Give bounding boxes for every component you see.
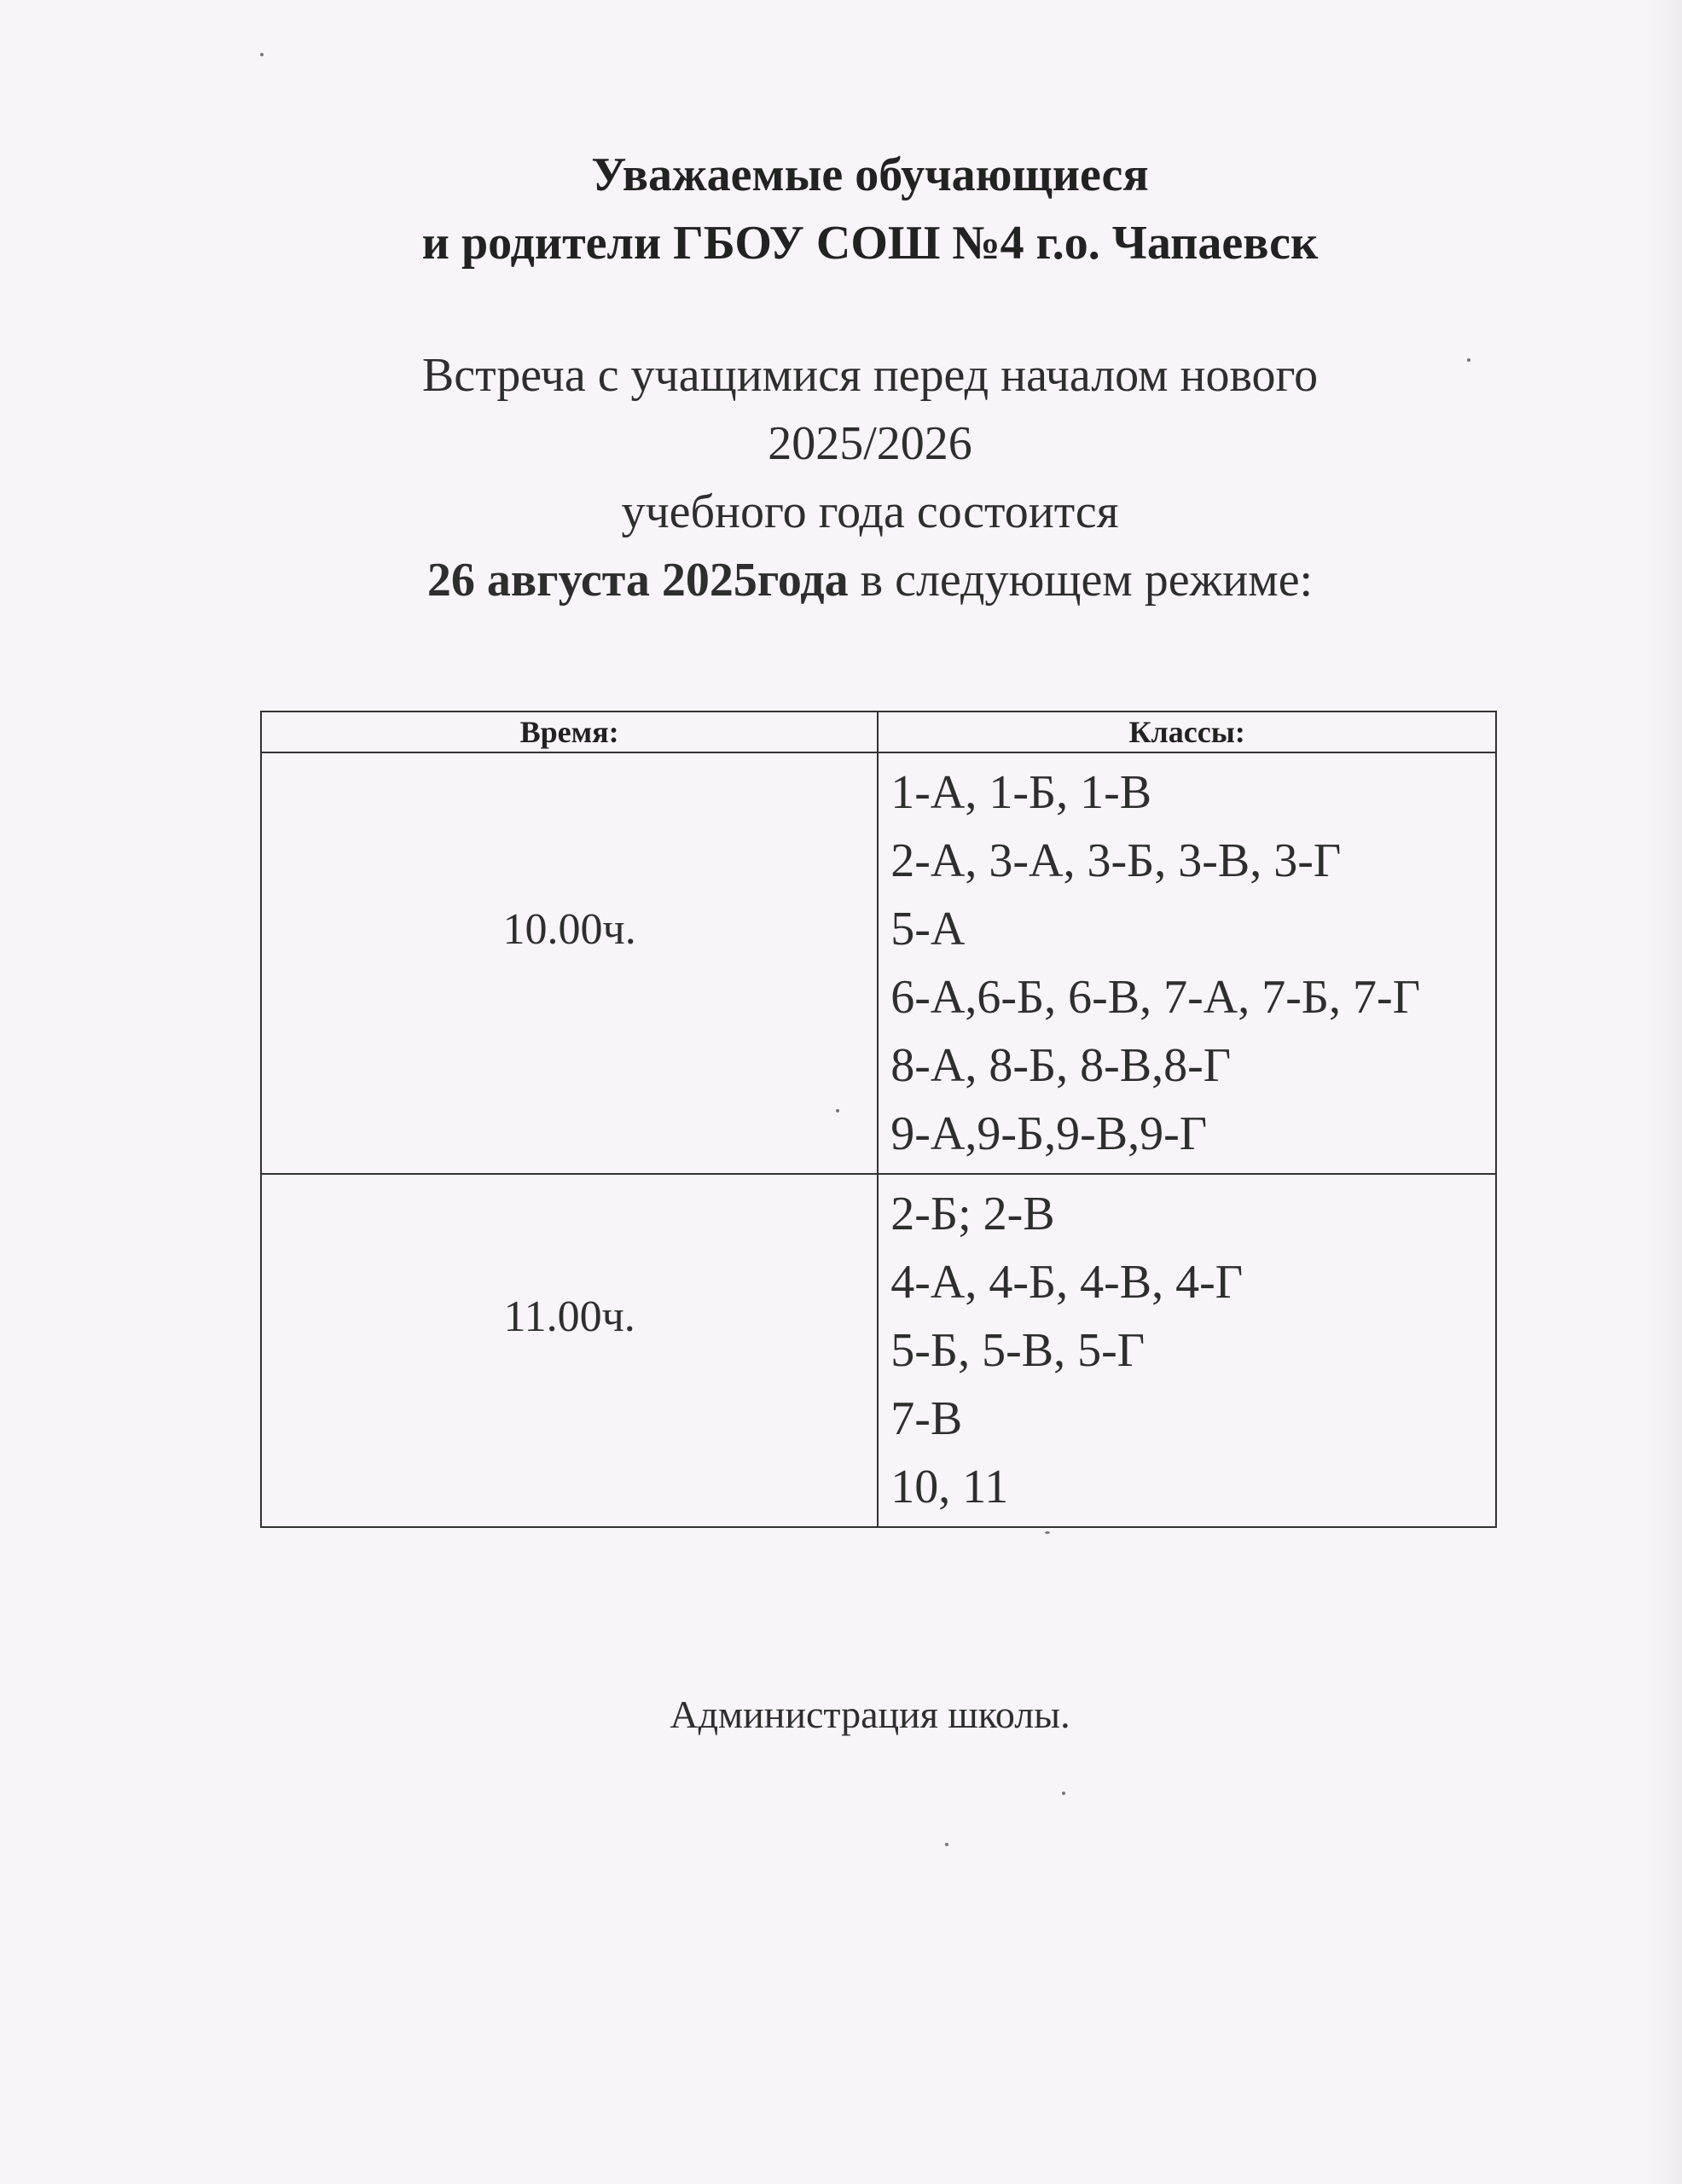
header-time: Время: [261,712,878,752]
class-line: 4-А, 4-Б, 4-В, 4-Г [890,1256,1244,1309]
scan-speck [1045,1531,1050,1534]
scan-speck [945,1843,948,1846]
time-value: 10.00ч. [502,904,636,954]
class-line: 7-В [890,1392,963,1445]
class-line: 10, 11 [890,1461,1009,1513]
time-cell [261,1174,878,1527]
table-row [261,1174,1496,1527]
intro-line-4 [0,546,1682,614]
class-line: 1-А, 1-Б, 1-В [890,766,1152,819]
class-line: 6-А,6-Б, 6-В, 7-А, 7-Б, 7-Г [890,971,1421,1024]
class-line: 2-А, 3-А, 3-Б, 3-В, 3-Г [890,834,1342,887]
header-classes: Классы: [878,712,1496,752]
scan-speck [836,1109,839,1112]
intro-line-4-rest: в следующем режиме: [848,554,1314,607]
class-line: 2-Б; 2-В [890,1188,1055,1240]
class-line: 5-А [890,903,966,956]
table-header-row [261,712,1496,752]
intro-line-1: Встреча с учащимися перед началом нового [421,349,1319,402]
scan-speck [260,53,264,56]
heading-line-1: Уважаемые обучающиеся [591,148,1149,201]
scan-speck [1062,1792,1065,1795]
intro-line-3: учебного года состоится [621,485,1119,538]
schedule-table [260,711,1497,1528]
time-value: 11.00ч. [503,1292,635,1341]
class-line: 9-А,9-Б,9-В,9-Г [890,1107,1208,1160]
class-line: 5-Б, 5-В, 5-Г [890,1324,1146,1377]
classes-cell [878,1174,1496,1527]
table-row [261,752,1496,1174]
classes-cell [878,752,1496,1174]
intro-line-2: 2025/2026 [768,417,972,470]
time-cell [261,752,878,1174]
meeting-date: 26 августа 2025года [426,554,849,607]
class-line: 8-А, 8-Б, 8-В,8-Г [890,1039,1232,1092]
heading-line-2: и родители ГБОУ СОШ №4 г.о. Чапаевск [421,217,1319,270]
page-edge-shadow [1648,0,1682,2184]
signature: Администрация школы. [670,1693,1070,1736]
scan-speck [1467,358,1470,362]
